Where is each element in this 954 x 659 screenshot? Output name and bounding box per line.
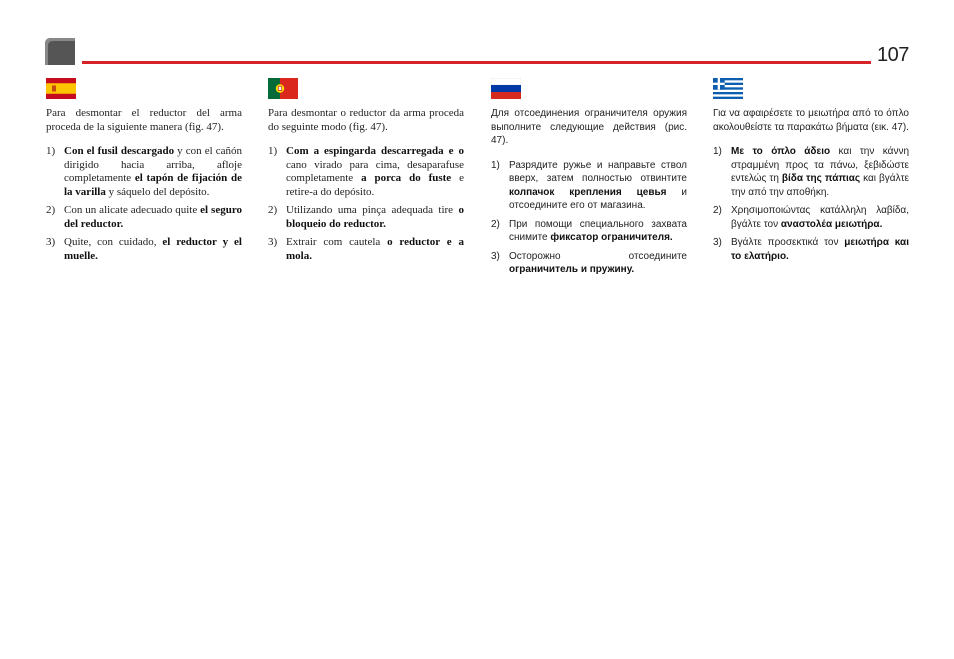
step-item	[713, 236, 909, 263]
intro-text: Para desmontar el reductor del arma proceda de la siguiente manera (fig. 47).	[46, 107, 242, 133]
step-number: 1)	[268, 145, 278, 157]
intro-text: Για να αφαιρέσετε το μειωτήρα από το όπλο ακολουθείστε τα παρακάτω βήματα (εικ. 47).	[713, 108, 909, 133]
step-number: 1)	[491, 159, 500, 171]
step-item	[713, 145, 909, 199]
header-rule	[82, 61, 871, 64]
step-text-bold: Com a espingarda descarregada e o	[286, 145, 464, 157]
corner-tab-icon	[45, 38, 75, 65]
step-text: e retire-a do depósito.	[286, 172, 464, 198]
steps-list	[713, 145, 909, 263]
intro-text: Для отсоединения ограничителя оружия выполните следующие действия (рис. 47).	[491, 108, 687, 146]
step-text-bold: el seguro del reductor.	[64, 204, 242, 230]
step-item	[46, 236, 242, 263]
step-text-bold: μειωτήρα και το ελατήριο.	[731, 237, 909, 262]
step-number: 3)	[268, 236, 278, 248]
russia-flag-icon	[491, 78, 521, 99]
step-item	[491, 250, 687, 277]
step-number: 1)	[46, 145, 56, 157]
step-number: 1)	[713, 146, 722, 157]
step-item	[46, 145, 242, 199]
step-item	[491, 159, 687, 213]
step-item	[713, 204, 909, 231]
step-text-bold: ограничитель и пружину.	[509, 264, 635, 275]
step-text: y sáquelo del depósito.	[105, 185, 210, 198]
column-portuguese	[268, 78, 464, 268]
step-text: Utilizando uma pinça adequada tire	[286, 204, 459, 216]
step-text: и отсоедините его от магазина.	[509, 186, 687, 211]
steps-list	[46, 145, 242, 263]
step-text: και βγάλτε την από την αποθήκη.	[731, 173, 909, 198]
step-text: και την κάννη στραμμένη προς τα πάνω, ξεβιδώστε εντελώς τη	[731, 146, 910, 184]
step-text-bold: el reductor y el muelle.	[64, 236, 242, 262]
intro-text: Para desmontar o reductor da arma proceda do seguinte modo (fig. 47).	[268, 107, 464, 133]
step-text-bold: a porca do fuste	[361, 172, 452, 184]
step-number: 3)	[46, 236, 56, 248]
step-text: Осторожно отсоедините	[509, 250, 687, 262]
step-item	[491, 218, 687, 245]
steps-list	[268, 145, 464, 263]
step-text-bold: колпачок крепления цевья	[509, 186, 667, 198]
column-russian	[491, 78, 687, 282]
step-text-bold: o reductor e a mola.	[286, 236, 464, 262]
step-text: Разрядите ружье и направьте ствол вверх, затем полностью отвинтите	[509, 159, 687, 184]
step-text: Quite, con cuidado,	[64, 236, 163, 248]
column-greek	[713, 78, 909, 268]
step-item	[46, 204, 242, 231]
step-text: cano virado para cima, desaparafuse completamente	[286, 158, 464, 184]
step-text: y con el cañón dirigido hacia arriba, afloje completamente	[64, 145, 242, 184]
portugal-flag-icon	[268, 78, 298, 99]
step-text: Χρησιμοποιώντας κατάλληλη λαβίδα, βγάλτε τον	[731, 205, 909, 230]
column-spanish	[46, 78, 242, 268]
step-text-bold: βίδα της πάπιας	[781, 173, 861, 184]
step-text: Extrair com cautela	[286, 236, 388, 248]
step-text-bold: el tapón de fijación de la varilla	[64, 172, 242, 198]
step-text: При помощи специального захвата снимите	[509, 218, 687, 243]
greece-flag-icon	[713, 78, 743, 99]
spain-flag-icon	[46, 78, 76, 99]
page-number: 107	[877, 44, 909, 66]
step-number: 2)	[713, 205, 722, 216]
step-text-bold: αναστολέα μειωτήρα.	[780, 218, 883, 230]
step-item	[268, 236, 464, 263]
step-number: 2)	[268, 204, 278, 216]
step-number: 3)	[713, 237, 722, 248]
step-text-bold: Con el fusil descargado	[64, 145, 175, 157]
step-text: Βγάλτε προσεκτικά τον	[731, 237, 845, 248]
step-text-bold: Με το όπλο άδειο	[731, 146, 831, 157]
steps-list	[491, 159, 687, 277]
step-item	[268, 204, 464, 231]
step-number: 2)	[491, 218, 500, 230]
step-text-bold: фиксатор ограничителя.	[550, 232, 673, 243]
step-text-bold: o bloqueio do reductor.	[286, 204, 464, 230]
step-number: 3)	[491, 250, 500, 262]
step-text: Con un alicate adecuado quite	[64, 204, 201, 216]
step-item	[268, 145, 464, 199]
step-number: 2)	[46, 204, 56, 216]
